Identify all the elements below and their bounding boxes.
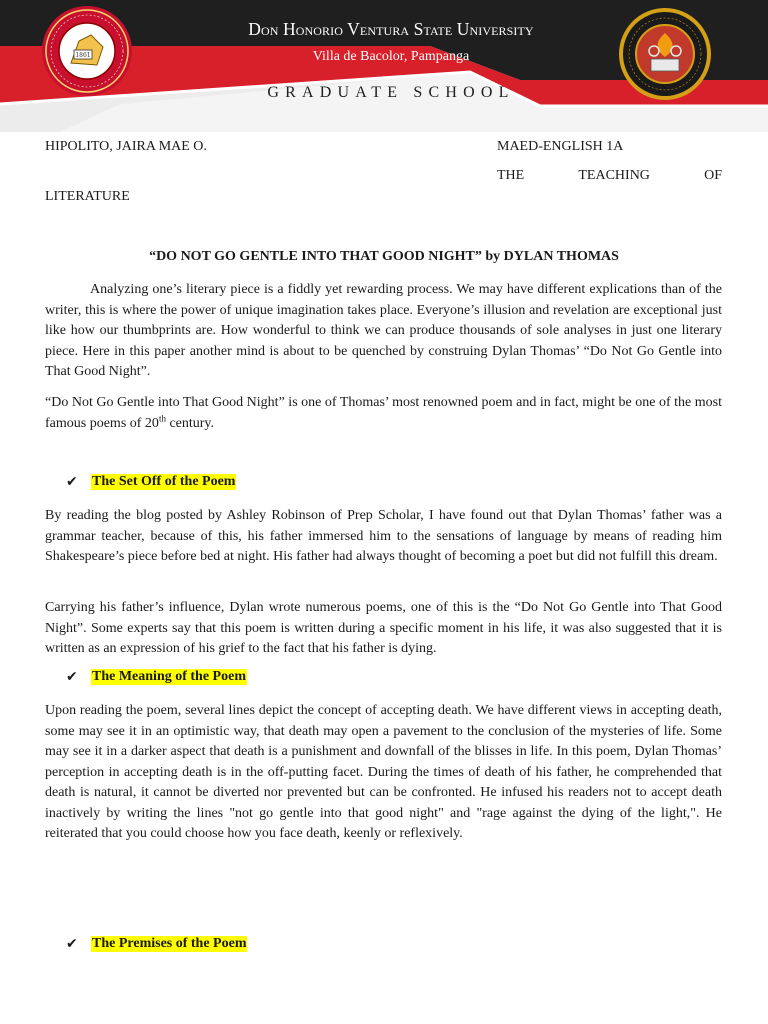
intro2-text: “Do Not Go Gentle into That Good Night” is one of Thomas’ most renowned poem and in fact, might be one of the most famous poems of 20	[45, 395, 722, 431]
school-name: GRADUATE SCHOOL	[267, 84, 515, 101]
subject-word: THE	[497, 168, 525, 183]
subject-word: TEACHING	[578, 168, 650, 183]
paper-title: “DO NOT GO GENTLE INTO THAT GOOD NIGHT” by DYLAN THOMAS	[149, 249, 619, 264]
intro2-text-end: century.	[165, 415, 215, 431]
graduate-school-seal-icon	[618, 7, 712, 106]
heading-label: The Meaning of the Poem	[92, 669, 246, 684]
header-banner	[0, 0, 768, 132]
subject-continuation: LITERATURE	[45, 189, 130, 204]
meaning-paragraph: Upon reading the poem, several lines depict the concept of accepting death. We have different views in accepting death, some may see it in an optimistic way, that death may open a pavement to the conclusion of the mysteries of life. Some may see it in a darker aspect that death is a punishment and downfall of the blisses in life. In this poem, Dylan Thomas’ perception in accepting death is in the off-putting facet. During the times of death of his father, he comprehended that death is natural, it cannot be diverted nor prevented but can be confronted. He infused his readers not to accept death inactively by writing the lines "not go gentle into that good night" and "rage against the dying of the light,". He reiterated that you could choose how you face death, keenly or reflexively.	[45, 703, 722, 841]
set-off-paragraph-1: By reading the blog posted by Ashley Robinson of Prep Scholar, I have found out that Dylan Thomas’ father was a grammar teacher, because of this, his father immersed him to the sensations of language by means of reading him Shakespeare’s piece before bed at night. His father had always thought of becoming a poet but did not fulfill this dream.	[45, 508, 722, 564]
checkmark-icon: ✔	[66, 936, 78, 952]
section-heading-meaning	[66, 669, 247, 685]
intro-paragraph-2	[45, 393, 722, 434]
subject-label	[497, 166, 722, 187]
checkmark-icon: ✔	[66, 474, 78, 490]
checkmark-icon: ✔	[66, 669, 78, 685]
section-heading-premises	[66, 936, 247, 952]
student-name: HIPOLITO, JAIRA MAE O.	[45, 139, 207, 154]
university-name: Don Honorio Ventura State University	[248, 19, 534, 39]
ordinal-suffix: th	[158, 412, 166, 423]
subject-word: OF	[704, 168, 722, 183]
university-location: Villa de Bacolor, Pampanga	[312, 49, 470, 64]
set-off-paragraph-2: Carrying his father’s influence, Dylan wrote numerous poems, one of this is the “Do Not Go Gentle into That Good Night”. Some experts say that this poem is written during a specific moment in his life, it was also suggested that it is written as an expression of his grief to the fact that his father is dying.	[45, 600, 722, 656]
heading-label: The Premises of the Poem	[92, 936, 247, 951]
intro-paragraph: Analyzing one’s literary piece is a fiddly yet rewarding process. We may have different explications than of the writer, this is where the power of unique imagination takes place. Everyone’s illusion and revelation are exceptional just like how our thumbprints are. How wonderful to think we can produce thousands of sole analyses in just one literary piece. Here in this paper another mind is about to be quenched by construing Dylan Thomas’ “Do Not Go Gentle into That Good Night”.	[45, 282, 722, 379]
heading-label: The Set Off of the Poem	[92, 474, 236, 489]
section-heading-set-off	[66, 474, 236, 490]
svg-text:1861: 1861	[75, 52, 91, 59]
course-label: MAED-ENGLISH 1A	[497, 139, 624, 154]
